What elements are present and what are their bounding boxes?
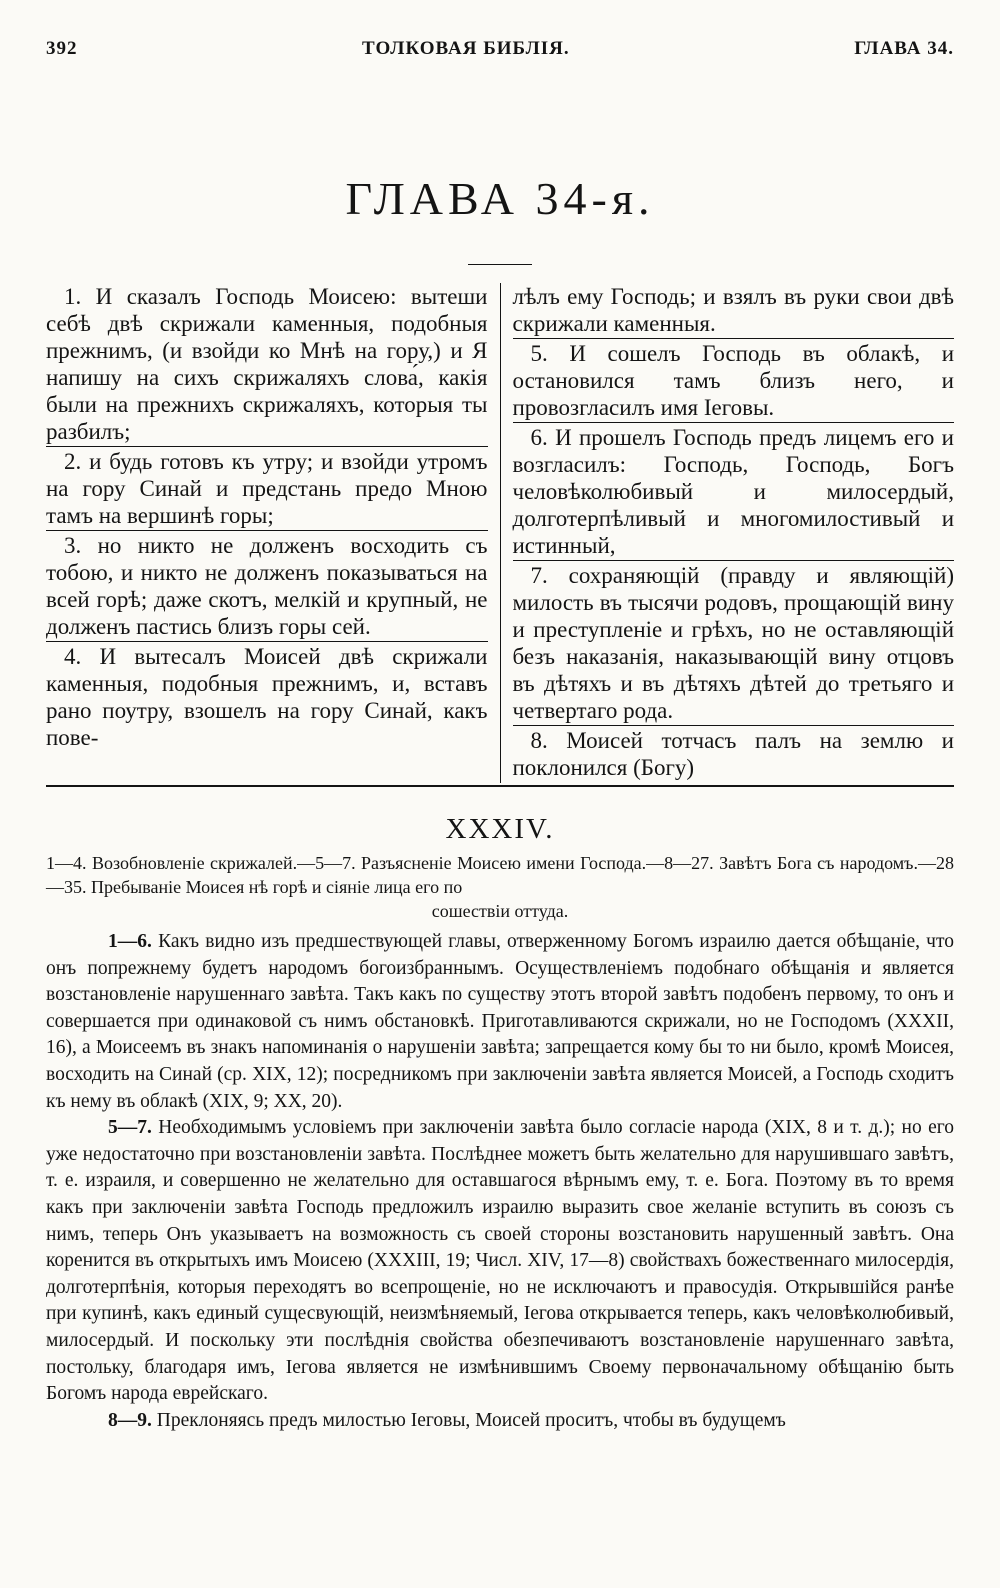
summary-text: 1—4. Возобновленіе скрижалей.—5—7. Разъясненіе Моисею имени Господа.—8—27. Завѣтъ Бога съ народомъ.—28—35. Пребываніе Моисея нѣ горѣ и сіяніе лица его по (46, 853, 954, 897)
running-header (46, 38, 954, 74)
right-column (501, 283, 955, 783)
commentary (46, 929, 954, 1434)
verse-7: 7. сохраняющій (правду и являющій) милость въ тысячи родовъ, прощающій вину и преступленіе и грѣхъ, но не оставляющій безъ наказанія, наказывающій вину отцовъ въ дѣтяхъ и въ дѣтяхъ дѣтей до третьяго и четвертаго рода. (513, 562, 955, 726)
verse-8: 8. Моисей тотчасъ палъ на землю и поклонился (Богу) (512, 728, 954, 780)
commentary-paragraph (46, 929, 954, 1115)
verse-4: 4. И вытесалъ Моисей двѣ скрижали каменныя, подобныя прежнимъ, и, вставъ рано поутру, взошелъ на гору Синай, какъ пове- (46, 644, 488, 750)
running-title: ТОЛКОВАЯ БИБЛІЯ. (362, 38, 570, 59)
verse-4-continued: лѣлъ ему Господь; и взялъ въ руки свои двѣ скрижали каменныя. (513, 283, 955, 339)
chapter-label: ГЛАВА 34. (854, 38, 954, 59)
commentary-text: Какъ видно изъ предшествующей главы, отверженному Богомъ израилю дается обѣщаніе, что онъ попрежнему будетъ народомъ богоизбраннымъ. Осуществленіемъ подобнаго обѣщанія и является возстановленіе нарушеннаго завѣта. Такъ какъ по существу этотъ второй завѣтъ подобенъ первому, то онъ и совершается при одинаковой съ нимъ обстановкѣ. Приготавливаются скрижали, но не Господомъ (XXXII, 16), а Моисеемъ въ знакъ напоминанія о нарушеніи завѣта; запрещается кому бы то ни было, кромѣ Моисея, восходить на Синай (ср. XIX, 12); посредникомъ при заключеніи завѣта является Моисей, а Господь сходитъ къ нему въ облакѣ (XIX, 9; XX, 20). (46, 931, 955, 1112)
verse-5: 5. И сошелъ Господь въ облакѣ, и остановился тамъ близъ него, и провозгласилъ имя Іеговы. (513, 340, 955, 423)
chapter-title: ГЛАВА 34-я. (345, 173, 655, 224)
section-number: XXXIV. (445, 813, 555, 845)
page-number: 392 (46, 38, 78, 59)
left-column (46, 283, 500, 783)
commentary-text: Преклоняясь предъ милостью Іеговы, Моисей проситъ, чтобы въ будущемъ (156, 1409, 786, 1431)
verse-reference: 8—9. (108, 1409, 152, 1431)
verse-3: 3. но никто не долженъ восходить съ тобою, и никто не долженъ показываться на всей горѣ; даже скотъ, мелкій и крупный, не долженъ пастись близъ горы сей. (46, 532, 488, 642)
verse-6: 6. И прошелъ Господь предъ лицемъ его и возгласилъ: Господь, Господь, Богъ человѣколюбивый и милосердый, долготерпѣливый и многомилостивый и истинный, (513, 424, 955, 561)
commentary-paragraph (46, 1408, 954, 1435)
scripture-columns (46, 283, 954, 783)
chapter-summary (46, 851, 954, 923)
commentary-text: Необходимымъ условіемъ при заключеніи завѣта было согласіе народа (XIX, 8 и т. д.); но его уже недостаточно при возстановленіи завѣта. Послѣднее можетъ быть желательно для нарушившаго завѣтъ, т. е. израиля, и совершенно не желательно для оставшагося вѣрнымъ ему, т. е. Бога. Поэтому въ то время какъ при заключеніи завѣта Господь предложилъ израилю выразить свое желаніе вступить въ союзъ съ нимъ, теперь Онъ указываетъ на возможность съ своей стороны возстановить нарушенный завѣтъ. Она коренится въ открытыхъ имъ Моисею (XXXIII, 19; Числ. XIV, 17—8) свойствахъ божественнаго милосердія, долготерпѣнія, которыя переходятъ во всепрощеніе, но не исключаютъ и правосудія. Открывшійся ранѣе при купинѣ, какъ единый сущесвующій, неизмѣняемый, Іегова открывается теперь, какъ человѣколюбивый, милосердый. И поскольку эти послѣднія свойства обезпечиваютъ возстановленіе нарушеннаго завѣта, постольку, благодаря имъ, Іегова является не измѣнившимъ Своему первоначальному обѣщанію быть Богомъ народа еврейскаго. (46, 1117, 955, 1405)
summary-last-line: сошествіи оттуда. (431, 901, 569, 921)
verse-reference: 1—6. (108, 931, 152, 952)
verse-1: 1. И сказалъ Господь Моисею: вытеши себѣ двѣ скрижали каменныя, подобныя прежнимъ, (и взойди ко Мнѣ на гору,) и Я напишу на сихъ скрижаляхъ слова́, какія были на прежнихъ скрижаляхъ, которыя ты разбилъ; (46, 283, 488, 447)
title-divider (468, 264, 532, 265)
verse-2: 2. и будь готовъ къ утру; и взойди утромъ на гору Синай и предстань предо Мною тамъ на вершинѣ горы; (46, 448, 488, 531)
verse-reference: 5—7. (108, 1117, 152, 1139)
section-divider (46, 785, 954, 787)
commentary-paragraph (46, 1115, 954, 1408)
